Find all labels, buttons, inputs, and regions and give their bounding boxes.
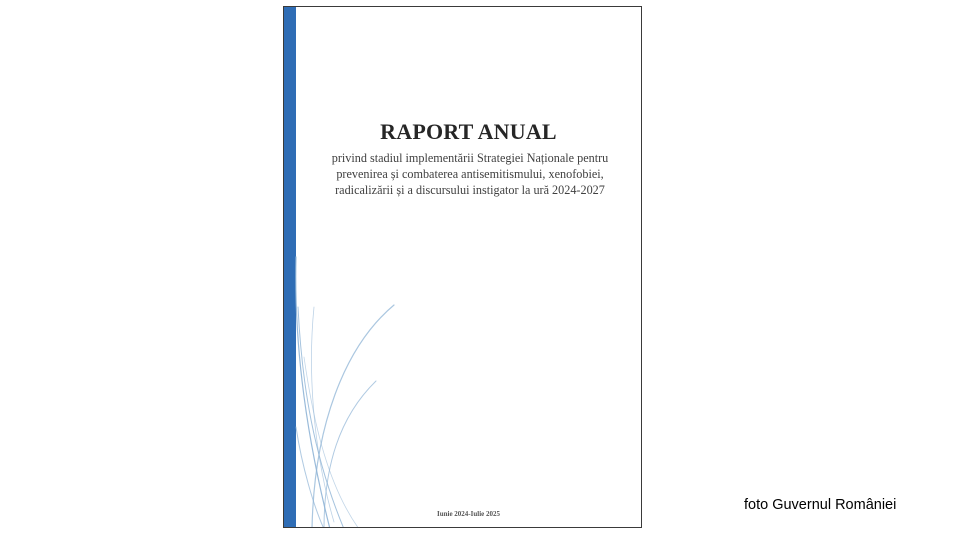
report-title: RAPORT ANUAL bbox=[380, 119, 557, 144]
report-date: Iunie 2024-Iulie 2025 bbox=[436, 510, 500, 518]
report-cover bbox=[283, 6, 642, 528]
photo-credit: foto Guvernul României bbox=[744, 497, 897, 513]
report-subtitle: privind stadiul implementării Strategiei Naționale pentru prevenirea și combaterea antisemitismului, xenofobiei, radicalizării și a discursului instigator la ură 2024-2027 bbox=[331, 151, 609, 197]
cover-swoosh-decoration bbox=[284, 7, 642, 528]
